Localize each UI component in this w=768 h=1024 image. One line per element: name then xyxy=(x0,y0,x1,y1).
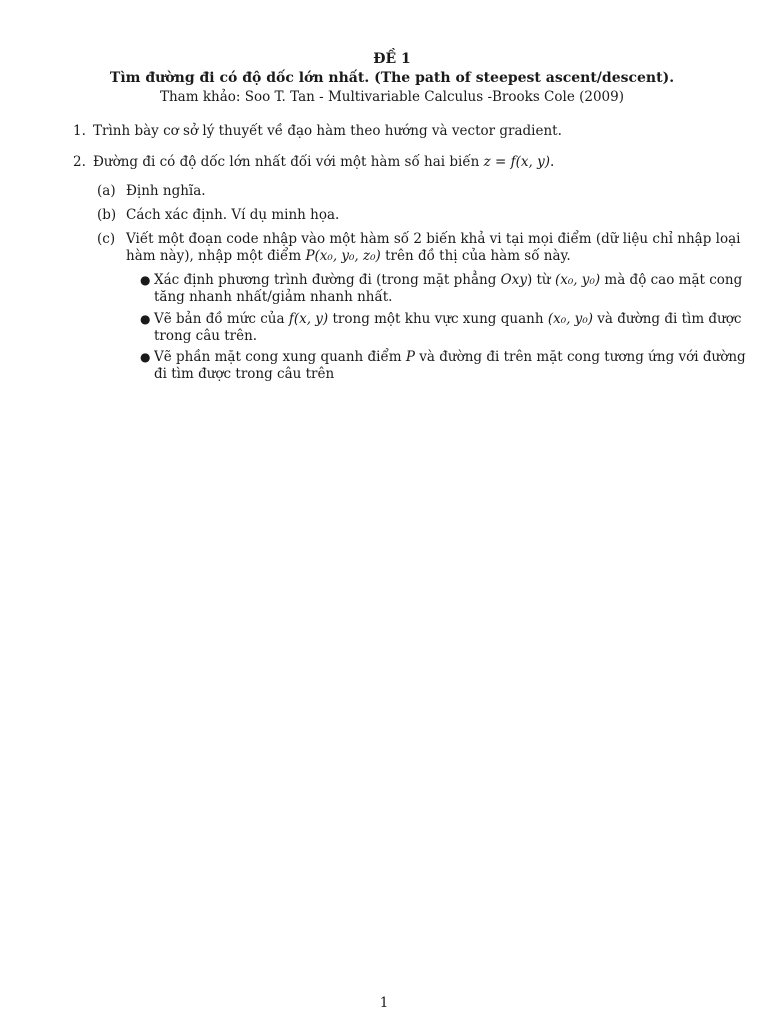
subitem-text-part: hàm này), nhập một điểm xyxy=(126,248,306,264)
document-header xyxy=(60,49,724,107)
bullet-text xyxy=(154,348,746,366)
exam-subtitle: Tìm đường đi có độ dốc lớn nhất. (The path of steepest ascent/descent). xyxy=(109,70,675,86)
subitem-text: Định nghĩa. xyxy=(126,183,206,199)
reference-line: Tham khảo: Soo T. Tan - Multivariable Calculus -Brooks Cole (2009) xyxy=(159,89,624,105)
math-expression: P(x₀, y₀, z₀) xyxy=(305,248,381,264)
bullet-text-part: trong một khu vực xung quanh xyxy=(328,311,548,327)
bullet-text xyxy=(154,310,741,328)
bullet-text: trong câu trên. xyxy=(154,328,258,344)
math-expression: (x₀, y₀) xyxy=(554,272,601,288)
item-text-part: . xyxy=(550,154,555,170)
math-expression: z = f(x, y) xyxy=(483,154,551,170)
bullet-icon: ● xyxy=(140,273,151,287)
item-number: 1. xyxy=(73,123,86,139)
subitem-text-part: trên đồ thị của hàm số này. xyxy=(380,248,571,264)
subitem-label: (a) xyxy=(97,183,116,199)
bullet-text-part: và đường đi trên mặt cong tương ứng với đường xyxy=(414,349,746,365)
bullet-text-part: Xác định phương trình đường đi (trong mặt phẳng xyxy=(154,272,501,288)
item-text xyxy=(93,153,554,171)
subitem-label: (b) xyxy=(97,207,117,223)
item-number: 2. xyxy=(73,154,86,170)
bullet-text-part: ) từ xyxy=(526,272,555,288)
math-expression: Oxy xyxy=(500,272,527,288)
bullet-text xyxy=(154,271,742,289)
bullet-text: đi tìm được trong câu trên xyxy=(154,366,335,382)
math-expression: P xyxy=(405,349,415,365)
page-number: 1 xyxy=(379,995,389,1011)
subitem-text xyxy=(126,247,571,265)
subitem-label: (c) xyxy=(97,231,116,247)
bullet-icon: ● xyxy=(140,312,151,326)
math-expression: (x₀, y₀) xyxy=(547,311,593,327)
bullet-text-part: Vẽ phần mặt cong xung quanh điểm xyxy=(154,349,406,365)
exam-title: ĐỀ 1 xyxy=(373,51,411,67)
bullet-text-part: mà độ cao mặt cong xyxy=(600,272,743,288)
bullet-text-part: Vẽ bản đồ mức của xyxy=(154,311,289,327)
subitem-text: Viết một đoạn code nhập vào một hàm số 2 biến khả vi tại mọi điểm (dữ liệu chỉ nhập loại xyxy=(126,231,741,247)
bullet-icon: ● xyxy=(140,350,151,364)
item-text-part: Đường đi có độ dốc lớn nhất đối với một hàm số hai biến xyxy=(93,154,484,170)
math-expression: f(x, y) xyxy=(288,311,329,327)
item-text: Trình bày cơ sở lý thuyết về đạo hàm theo hướng và vector gradient. xyxy=(93,123,562,139)
bullet-text: tăng nhanh nhất/giảm nhanh nhất. xyxy=(154,289,393,305)
bullet-text-part: và đường đi tìm được xyxy=(593,311,742,327)
subitem-text: Cách xác định. Ví dụ minh họa. xyxy=(126,207,340,223)
